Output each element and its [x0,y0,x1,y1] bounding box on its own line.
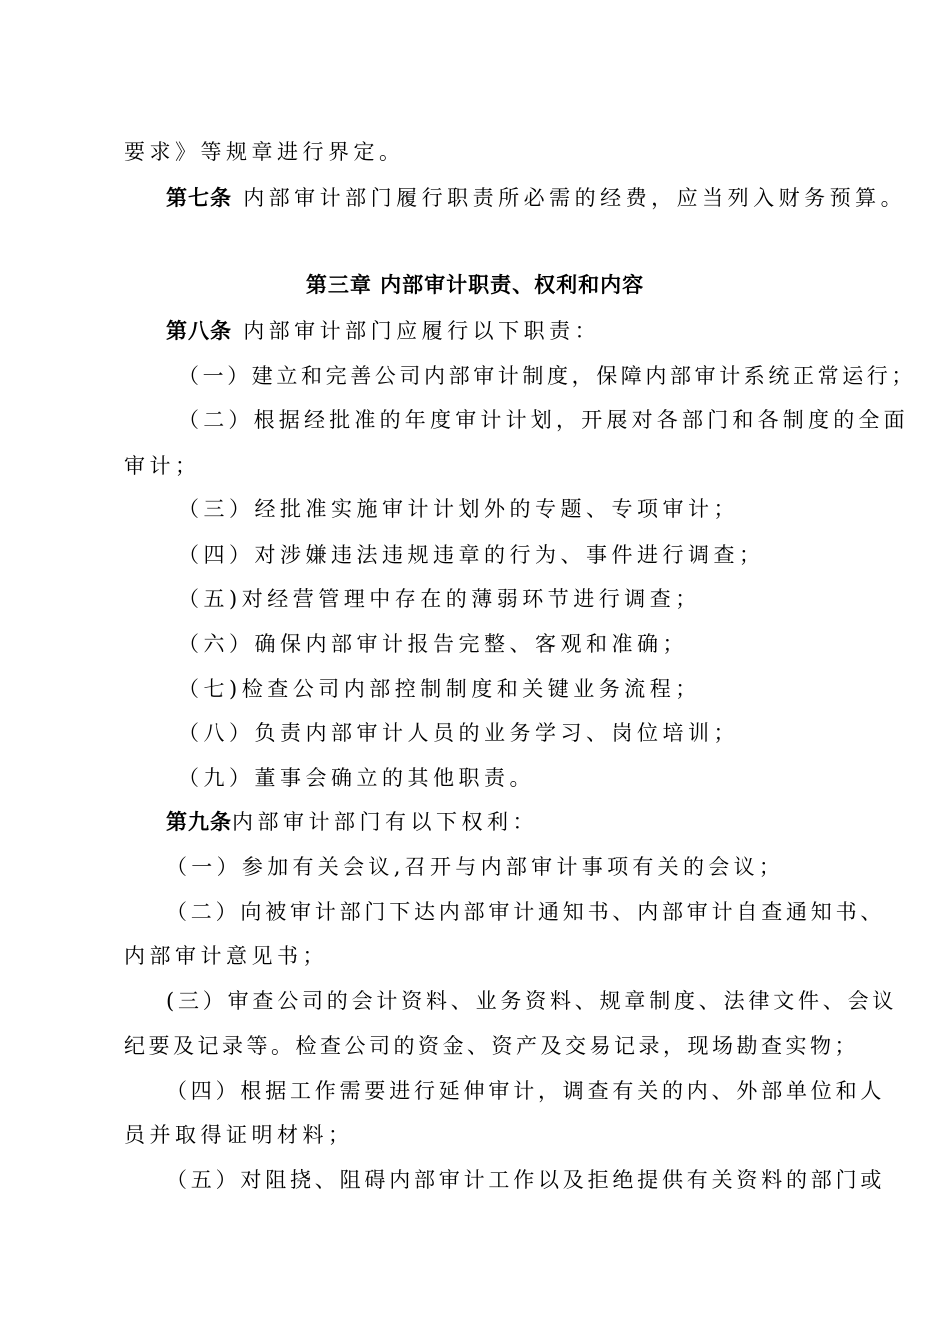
list-item: （二）根据经批准的年度审计计划，开展对各部门和各制度的全面 [178,408,909,432]
list-item-continuation: 审计； [124,454,201,478]
list-item-continuation: 内部审计意见书； [124,944,328,968]
article-8-paragraph [166,316,600,346]
list-item: （五）对阻挠、阻碍内部审计工作以及拒绝提供有关资料的部门或 [166,1168,886,1192]
list-item: （九）董事会确立的其他职责。 [178,766,535,790]
article-9-text: 内部审计部门有以下权利： [232,810,538,834]
article-8-text: 内部审计部门应履行以下职责： [243,319,601,343]
list-item: （六）确保内部审计报告完整、客观和准确； [178,632,688,656]
article-7-text: 内部审计部门履行职责所必需的经费，应当列入财务预算。 [243,186,907,210]
list-item: (三）审查公司的会计资料、业务资料、规章制度、法律文件、会议 [166,989,898,1013]
paragraph-line: 要求》等规章进行界定。 [124,140,405,164]
list-item: （五)对经营管理中存在的薄弱环节进行调查； [178,587,701,611]
list-item: （二）向被审计部门下达内部审计通知书、内部审计自查通知书、 [166,900,886,924]
list-item: （四）对涉嫌违法违规违章的行为、事件进行调查； [178,543,765,567]
list-item: （七)检查公司内部控制制度和关键业务流程； [178,677,701,701]
article-7-label: 第七条 [166,186,232,210]
list-item: （八）负责内部审计人员的业务学习、岗位培训； [178,721,739,745]
list-item-continuation: 纪要及记录等。检查公司的资金、资产及交易记录，现场勘查实物； [124,1034,859,1058]
list-item: （一）建立和完善公司内部审计制度，保障内部审计系统正常运行； [178,364,916,388]
article-7-paragraph [166,183,906,213]
list-item-continuation: 员并取得证明材料； [124,1123,354,1147]
list-item: （四）根据工作需要进行延伸审计，调查有关的内、外部单位和人 [166,1079,886,1103]
article-8-label: 第八条 [166,319,232,343]
article-9-label: 第九条 [166,810,232,834]
list-item: （三）经批准实施审计计划外的专题、专项审计； [178,497,739,521]
list-item: （一）参加有关会议,召开与内部审计事项有关的会议； [166,855,785,879]
chapter-3-heading: 第三章 内部审计职责、权利和内容 [305,273,645,297]
article-9-paragraph [166,807,538,837]
